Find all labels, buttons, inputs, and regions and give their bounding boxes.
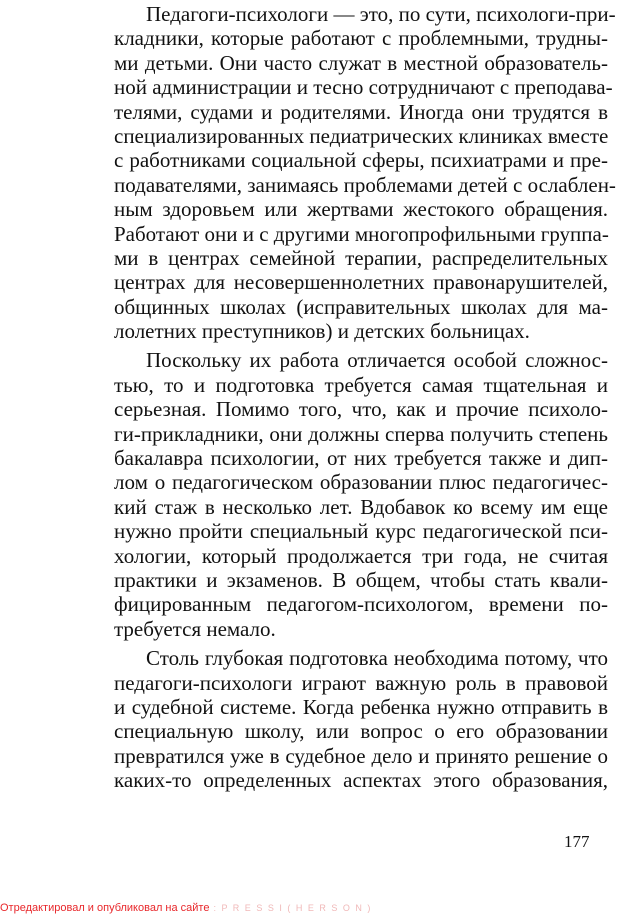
text-line: ми детьми. Они часто служат в местной образователь-: [114, 50, 608, 75]
text-line: нужно пройти специальный курс педагогической пси-: [114, 519, 608, 544]
text-line: каких-то определенных аспектах этого образования,: [114, 768, 608, 793]
text-line: Столь глубокая подготовка необходима потому, что: [146, 646, 608, 671]
footer-site-name: : P R E S S I ( H E R S O N ): [209, 903, 372, 913]
text-line: кладники, которые работают с проблемными, трудны-: [114, 26, 608, 51]
text-line: и судебной системе. Когда ребенка нужно отправить в: [114, 694, 608, 719]
text-line: практики и экзаменов. В общем, чтобы стать квали-: [114, 567, 608, 592]
text-line: центрах для несовершеннолетних правонарушителей,: [114, 270, 608, 295]
text-line: ги-прикладники, они должны сперва получить степень: [114, 421, 608, 446]
text-line: подавателями, занимаясь проблемами детей с ослаблен-: [114, 172, 616, 197]
text-line: телями, судами и родителями. Иногда они трудятся в: [114, 99, 608, 124]
paragraph-3: [114, 646, 608, 792]
text-line: серьезная. Помимо того, что, как и прочие психоло-: [114, 397, 608, 422]
text-line: хологии, который продолжается три года, не считая: [114, 543, 608, 568]
text-line: Поскольку их работа отличается особой сложнос-: [146, 348, 608, 373]
text-line: специализированных педиатрических клиниках вместе: [114, 123, 609, 148]
paragraph-2: [114, 348, 608, 641]
text-line: Педагоги-психологи — это, по сути, психологи-при-: [146, 2, 616, 26]
text-line: лом о педагогическом образовании плюс педагогичес-: [114, 470, 608, 495]
text-line: с работниками социальной сферы, психиатрами и пре-: [114, 148, 608, 173]
footer-text: Отредактировал и опубликовал на сайте: [0, 902, 210, 914]
text-line: специальную школу, или вопрос о его образовании: [114, 719, 608, 744]
text-line: лолетних преступников) и детских больницах.: [114, 319, 530, 344]
text-line: тью, то и подготовка требуется самая тщательная и: [114, 372, 608, 397]
page-number: 177: [564, 832, 590, 851]
text-line: ной администрации и тесно сотрудничают с преподава-: [114, 75, 613, 100]
text-line: Работают они и с другими многопрофильными группа-: [114, 221, 609, 246]
body-text: [114, 2, 616, 793]
text-line: бакалавра психологии, от них требуется также и дип-: [114, 446, 608, 471]
text-line: фицированным педагогом-психологом, времени по-: [114, 592, 608, 617]
text-line: превратился уже в судебное дело и принято решение о: [114, 743, 608, 768]
text-line: ми в центрах семейной терапии, распределительных: [114, 245, 608, 270]
text-line: педагоги-психологи играют важную роль в правовой: [114, 670, 608, 695]
text-line: требуется немало.: [114, 616, 276, 641]
paragraph-1: [114, 2, 616, 344]
text-line: кий стаж в несколько лет. Вдобавок ко всему им еще: [114, 494, 608, 519]
footer-watermark: [0, 902, 372, 914]
text-line: общинных школах (исправительных школах для ма-: [114, 294, 608, 319]
text-line: ным здоровьем или жертвами жестокого обращения.: [114, 197, 608, 222]
